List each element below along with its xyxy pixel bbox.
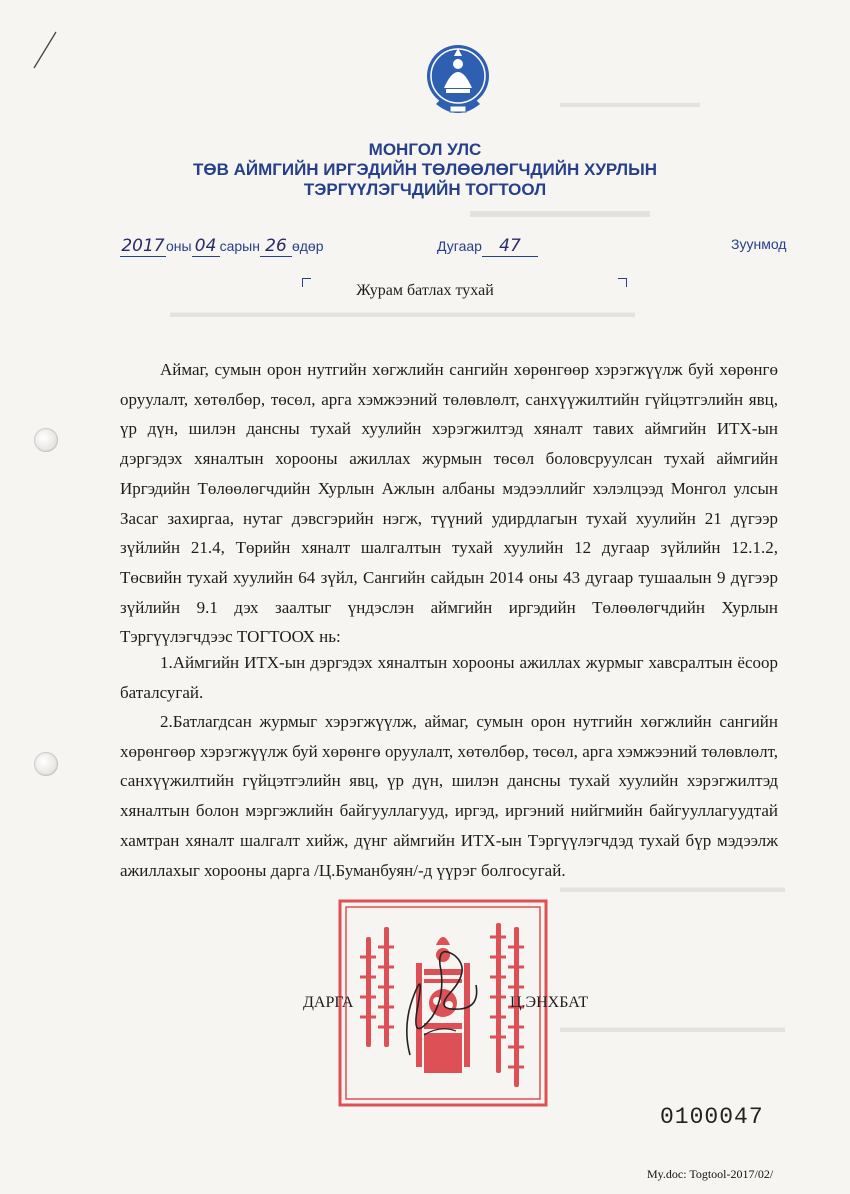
document-subject: Журам батлах тухай — [356, 282, 494, 299]
date-month: 04 — [194, 236, 217, 256]
paragraph-decision-1: 1.Аймгийн ИТХ-ын дэргэдэх хяналтын хорооны ажиллах журмыг хавсралтын ёсоор баталсугай. — [120, 653, 778, 702]
number-label: Дугаар — [437, 238, 482, 254]
paragraph-decision-2: 2.Батлагдсан журмыг хэрэгжүүлж, аймаг, сумын орон нутгийн хөгжлийн сангийн хөрөнгөөр хэрэгжүүлж буй хөрөнгө оруулалт, хөтөлбөр, төсөл, арга хэмжээний төлөвлөлт, санхүүжилтийн гүйцэтгэлийн явц, үр дүн, шилэн дансны тухай хуулийн хэрэгжилтэд хяналтын болон мэргэжлийн байгууллагууд, иргэд, иргэний нийгмийн байгууллагуудтай хамтран хяналт шалгалт хийж, дүнг аймгийн ИТХ-ын Тэргүүлэгчдэд тухай бүр мэдээлж ажиллахыг хорооны дарга /Ц.Буманбуян/-д үүрэг болгосугай. — [120, 712, 778, 880]
header-country: МОНГОЛ УЛС — [368, 140, 482, 159]
paragraph-preamble: Аймаг, сумын орон нутгийн хөгжлийн сангийн хөрөнгөөр хэрэгжүүлж буй хөрөнгө оруулалт, хөтөлбөр, төсөл, арга хэмжээний төлөвлөлт, санхүүжилтийн гүйцэтгэлийн явц, үр дүн, шилэн дансны тухай хуулийн хэрэгжилтэд хяналт тавих аймгийн ИТХ-ын дэргэдэх хяналтын хорооны ажиллах журмын төсөл боловсруулсан тухай аймгийн Иргэдийн Төлөөлөгчдийн Хурлын Ажлын албаны мэдээллийг хэлэлцээд Монгол улсын Засаг захиргаа, нутаг дэвсгэрийн нэгж, түүний удирдлагын тухай хуулийн 21 дүгээр зүйлийн 21.4, Төрийн хяналт шалгалтын тухай хуулийн 12 дугаар зүйлийн 12.1.2, Төсвийн тухай хуулийн 64 зүйл, Сангийн сайдын 2014 оны 43 дугаар тушаалын 9 дүгээр зүйлийн 9.1 дэх заалтыг үндэслэн аймгийн иргэдийн Төлөөлөгчдийн Хурлын Тэргүүлэгчдээс ТОГТООХ нь: — [120, 360, 778, 647]
signature-icon — [380, 935, 500, 1065]
header-resolution: ТЭРГҮҮЛЭГЧДИЙН ТОГТООЛ — [303, 180, 547, 199]
pen-mark — [30, 28, 60, 72]
dateline-place: Зуунмод — [731, 236, 787, 252]
resolution-number: 47 — [499, 236, 521, 256]
footer-doc-reference: My.doc: Togtool-2017/02/ — [647, 1167, 774, 1181]
registration-number: 0100047 — [660, 1104, 764, 1130]
date-year: 2017 — [121, 236, 165, 256]
date-year-label: оны — [166, 238, 192, 254]
signatory-title: ДАРГА — [303, 994, 354, 1011]
date-day: 26 — [265, 236, 287, 256]
signatory-name: Ц.ЭНХБАТ — [510, 994, 589, 1011]
date-month-label: сарын — [219, 238, 260, 254]
state-emblem-icon — [424, 42, 492, 122]
punch-hole-top — [34, 428, 58, 452]
date-day-label: өдөр — [291, 238, 324, 254]
punch-hole-bottom — [34, 752, 58, 776]
dateline-date — [120, 236, 324, 257]
header-council: ТӨВ АЙМГИЙН ИРГЭДИЙН ТӨЛӨӨЛӨГЧДИЙН ХУРЛЫН — [192, 160, 658, 179]
dateline-number — [437, 236, 538, 257]
